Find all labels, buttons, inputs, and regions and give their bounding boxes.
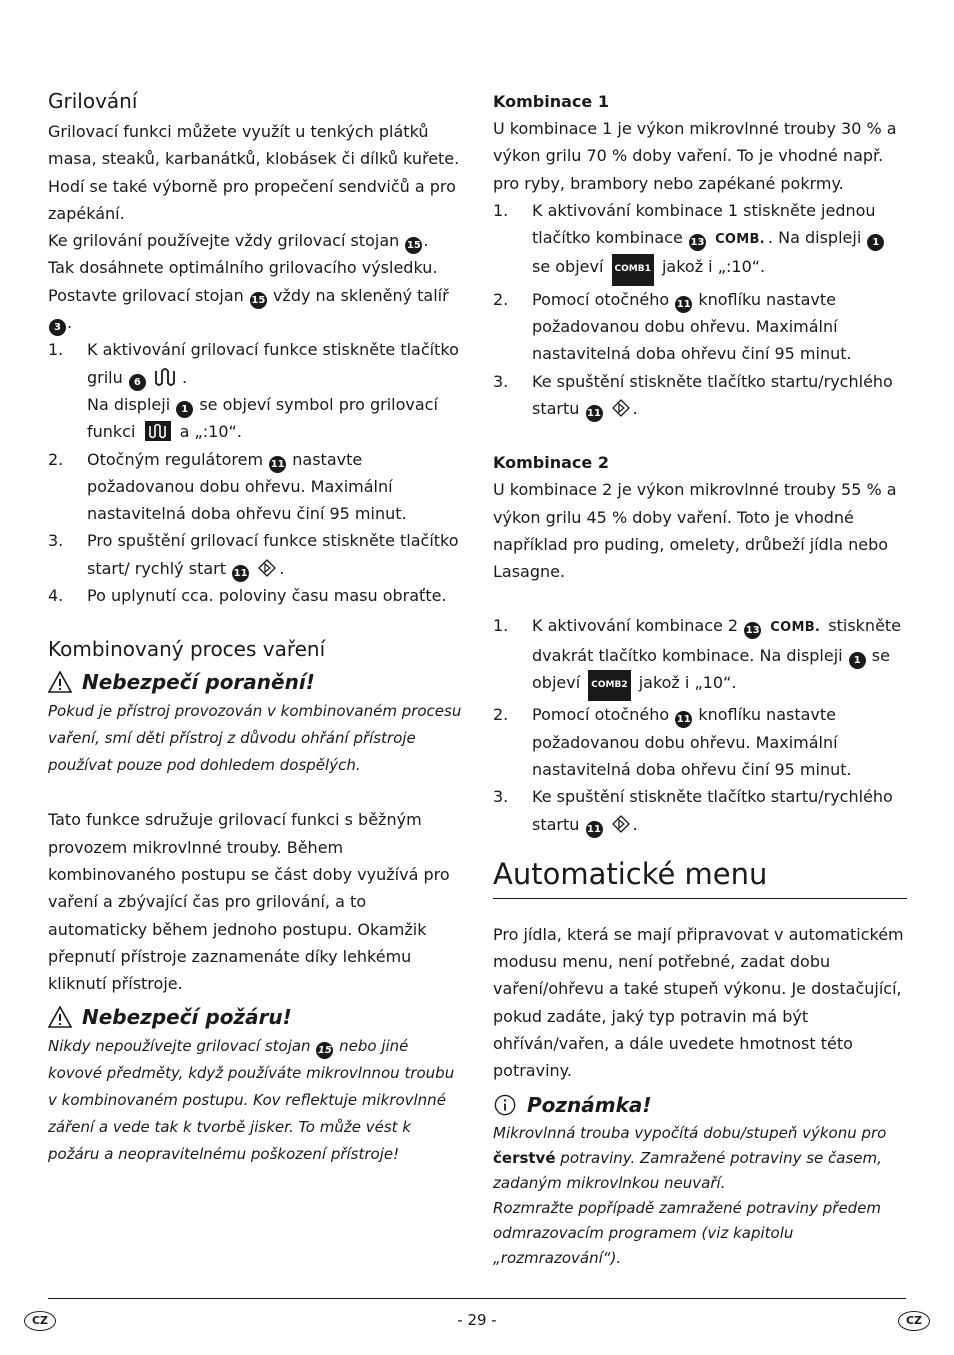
warning-injury: Nebezpečí poranění! bbox=[48, 670, 462, 694]
ref-15-badge: 15 bbox=[250, 292, 267, 309]
combi1-intro: U kombinace 1 je výkon mikrovlnné trouby 30 % a výkon grilu 70 % doby vaření. To je vhodné např. pro ryby, brambory nebo zapékané pokrmy. bbox=[493, 119, 897, 193]
start-icon bbox=[257, 558, 277, 578]
info-icon bbox=[493, 1094, 517, 1116]
ref-1-badge: 1 bbox=[176, 401, 193, 418]
list-item: Na displeji 1 se objeví symbol pro grilovací funkci a „:10“. bbox=[87, 394, 438, 442]
grilling-steps bbox=[48, 336, 462, 609]
list-item: 3. Pro spuštění grilovací funkce stiskněte tlačítko start/ rychlý start 11 . bbox=[48, 527, 462, 582]
start-icon bbox=[611, 398, 631, 418]
lang-badge-right: CZ bbox=[898, 1311, 930, 1331]
warning-icon bbox=[48, 1006, 72, 1028]
ref-11-badge: 11 bbox=[675, 711, 692, 728]
right-column bbox=[493, 88, 907, 1271]
list-item: 1. K aktivování kombinace 1 stiskněte jednou tlačítko kombinace 13 COMB. . Na displeji 1 se objeví COMB1 jakož i „:10“. bbox=[493, 197, 907, 286]
ref-11-badge: 11 bbox=[269, 456, 286, 473]
ref-11-badge: 11 bbox=[586, 821, 603, 838]
ref-15-badge: 15 bbox=[405, 237, 422, 254]
grilling-line3: Postavte grilovací stojan 15 vždy na skleněný talíř 3 . bbox=[48, 282, 462, 337]
list-item: 3. Ke spuštění stiskněte tlačítko startu/rychlého startu 11 . bbox=[493, 368, 907, 423]
ref-13-badge: 13 bbox=[689, 234, 706, 251]
combi2-intro: U kombinace 2 je výkon mikrovlnné trouby 55 % a výkon grilu 45 % doby vaření. Toto je vhodné například pro puding, omelety, drůbeží jídla nebo Lasagne. bbox=[493, 480, 897, 582]
ref-1-badge: 1 bbox=[867, 234, 884, 251]
lang-badge-left: CZ bbox=[24, 1311, 56, 1331]
list-item: 4. Po uplynutí cca. poloviny času masu obraťte. bbox=[48, 586, 447, 606]
grill-icon bbox=[154, 367, 180, 387]
combi1-steps bbox=[493, 197, 907, 422]
ref-1-badge: 1 bbox=[849, 652, 866, 669]
comb-button-label: COMB. bbox=[715, 232, 765, 248]
list-item: 1. K aktivování kombinace 2 13 COMB. stiskněte dvakrát tlačítko kombinace. Na displeji 1 se objeví COMB2 jakož i „10“. bbox=[493, 612, 907, 701]
grilling-intro: Grilovací funkci můžete využít u tenkých plátků masa, steaků, karbanátků, klobásek či dílků kuřete. Hodí se také výborně pro propečení sendvičů a pro zapékání. bbox=[48, 122, 460, 223]
list-item: 2. Pomocí otočného 11 knoflíku nastavte požadovanou dobu ohřevu. Maximální nastavitelná doba ohřevu činí 95 minut. bbox=[493, 705, 852, 779]
left-column bbox=[48, 88, 462, 1168]
ref-11-badge: 11 bbox=[675, 296, 692, 313]
grilling-heading: Grilování bbox=[48, 89, 138, 113]
comb-button-label: COMB. bbox=[770, 620, 821, 636]
ref-13-badge: 13 bbox=[744, 622, 761, 639]
ref-3-badge: 3 bbox=[49, 319, 66, 336]
combi2-heading: Kombinace 2 bbox=[493, 453, 609, 473]
display-comb2-icon: COMB2 bbox=[588, 670, 630, 701]
grilling-line1: Ke grilování používejte vždy grilovací stojan 15 . bbox=[48, 227, 462, 254]
grilling-line2: Tak dosáhnete optimálního grilovacího výsledku. bbox=[48, 258, 438, 278]
note-box: Poznámka! bbox=[493, 1093, 907, 1117]
combined-heading: Kombinovaný proces vaření bbox=[48, 637, 326, 662]
start-icon bbox=[611, 814, 631, 834]
combined-body: Tato funkce sdružuje grilovací funkci s běžným provozem mikrovlnné trouby. Během kombinovaného postupu se část doby využívá pro vaření a zbývající čas pro grilování, a to automaticky během jednoho postupu. Okamžik přepnutí přístroje zaznamenáte díky lehkému kliknutí přístroje. bbox=[48, 810, 450, 994]
auto-menu-body: Pro jídla, která se mají připravovat v automatickém modusu menu, není potřebné, zadat dobu vaření/ohřevu a také stupeň výkonu. Je dostačující, pokud zadáte, jaký typ potravin má být ohříván/vařen, a dále uvedete hmotnost této potraviny. bbox=[493, 924, 904, 1081]
warning-icon bbox=[48, 671, 72, 693]
footer-divider bbox=[48, 1298, 906, 1299]
page-number: - 29 - bbox=[457, 1311, 497, 1329]
list-item: 2. Otočným regulátorem 11 nastavte požadovanou dobu ohřevu. Maximální nastavitelná doba ohřevu činí 95 minut. bbox=[48, 449, 407, 524]
ref-11-badge: 11 bbox=[586, 405, 603, 422]
combi2-steps bbox=[493, 612, 907, 837]
display-comb1-icon: COMB1 bbox=[612, 254, 654, 285]
ref-6-badge: 6 bbox=[129, 374, 146, 391]
list-item: 2. Pomocí otočného 11 knoflíku nastavte požadovanou dobu ohřevu. Maximální nastavitelná doba ohřevu činí 95 minut. bbox=[493, 289, 852, 364]
warning-fire-text: Nikdy nepoužívejte grilovací stojan 15 nebo jiné kovové předměty, když používáte mikrovlnnou troubu v kombinovaném postupu. Kov reflektuje mikrovlnné záření a vede tak k tvorbě jisker. To může vést k požáru a neopravitelnému poškození přístroje! bbox=[48, 1037, 455, 1164]
warning-injury-text: Pokud je přístroj provozován v kombinovaném procesu vaření, smí děti přístroj z důvodu ohřání přístroje používat pouze pod dohledem dospělých. bbox=[48, 702, 462, 775]
note-text: Mikrovlnná trouba vypočítá dobu/stupeň výkonu pro čerstvé potraviny. Zamražené potraviny se časem, zadaným mikrovlnkou neuvaří. Rozmražte popřípadě zamražené potraviny předem odmrazovacím programem (viz kapitolu „rozmrazování“). bbox=[493, 1123, 887, 1267]
list-item: 1. K aktivování grilovací funkce stiskněte tlačítko grilu 6 . bbox=[48, 336, 462, 391]
warning-fire: Nebezpečí požáru! bbox=[48, 1005, 462, 1029]
auto-menu-heading: Automatické menu bbox=[493, 854, 907, 899]
ref-11-badge: 11 bbox=[232, 565, 249, 582]
grill-display-icon bbox=[145, 421, 171, 441]
combi1-heading: Kombinace 1 bbox=[493, 92, 609, 111]
ref-15-badge: 15 bbox=[316, 1042, 333, 1059]
list-item: 3. Ke spuštění stiskněte tlačítko startu/rychlého startu 11 . bbox=[493, 783, 907, 838]
